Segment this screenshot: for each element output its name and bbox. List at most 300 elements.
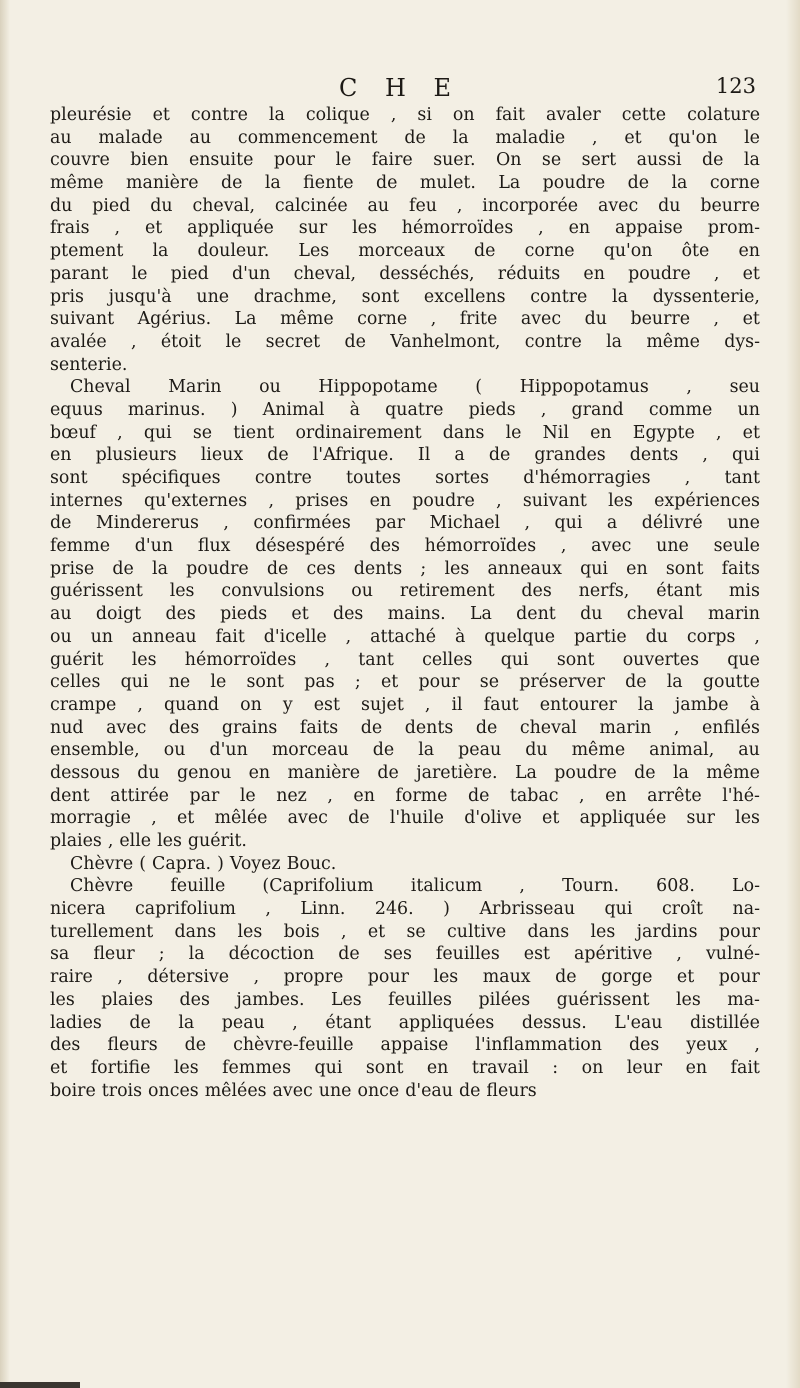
text-word: raire — [50, 967, 93, 988]
text-word: de — [129, 1012, 151, 1033]
text-word: le — [744, 127, 760, 148]
text-word: marinus. — [127, 399, 206, 420]
text-line — [50, 467, 760, 490]
text-word: dessus. — [521, 1012, 587, 1033]
text-word: Les — [330, 989, 362, 1010]
text-word: pour — [718, 967, 760, 988]
text-word: expériences — [654, 490, 760, 511]
text-line — [50, 807, 760, 830]
text-word: ladies — [50, 1012, 102, 1033]
text-line — [50, 717, 760, 740]
text-word: , — [424, 694, 431, 715]
text-word: , — [540, 399, 547, 420]
text-word: , — [519, 876, 525, 897]
text-word: pieds — [468, 399, 516, 420]
text-word: une — [318, 1080, 352, 1101]
text-word: Bouc. — [286, 853, 337, 874]
text-word: des — [628, 1035, 660, 1056]
text-word: calcinée — [274, 195, 348, 216]
text-word: nerfs, — [578, 581, 630, 602]
page-edge-right — [786, 0, 800, 1388]
text-word: quatre — [385, 399, 444, 420]
text-word: ; — [158, 944, 165, 965]
text-word: prom- — [707, 218, 760, 239]
text-word: avec — [597, 195, 639, 216]
text-word: , — [268, 490, 274, 511]
text-word: travail — [471, 1057, 529, 1078]
text-word: pied — [170, 263, 209, 284]
text-word: et — [380, 672, 399, 693]
text-word: une — [656, 536, 689, 557]
text-word: contre — [530, 286, 588, 307]
text-word: appliquées — [398, 1012, 495, 1033]
text-line — [50, 263, 760, 286]
text-word: a — [454, 445, 465, 466]
text-word: la — [452, 127, 469, 148]
text-word: On — [496, 150, 522, 171]
text-word: les — [675, 989, 701, 1010]
text-word: fleurs — [486, 1080, 537, 1101]
text-word: , — [131, 331, 137, 352]
text-word: avec — [591, 536, 632, 557]
text-word: dents — [353, 558, 403, 579]
text-word: ptement — [50, 241, 124, 262]
text-word: hémorroïdes — [401, 218, 514, 239]
text-word: les — [590, 921, 616, 942]
text-word: de — [184, 1035, 207, 1056]
text-word: frite — [459, 309, 498, 330]
text-word: seule — [713, 536, 760, 557]
text-word: plaies — [101, 989, 154, 1010]
text-word: Nil — [542, 422, 569, 443]
text-word: de — [458, 1080, 481, 1101]
text-word: , — [390, 105, 397, 125]
text-word: pilées — [478, 989, 531, 1010]
text-word: corps — [686, 626, 736, 647]
text-word: manière — [287, 762, 361, 783]
text-word: , — [673, 717, 680, 738]
text-word: suivant — [50, 309, 115, 330]
text-word: qu'externes — [144, 490, 248, 511]
text-word: qui — [314, 1057, 343, 1078]
text-word: les — [735, 808, 760, 829]
text-word: jardins — [636, 921, 698, 942]
text-word: contre — [190, 105, 248, 125]
text-word: du — [137, 762, 160, 783]
text-word: marin — [707, 604, 760, 625]
text-word: L'eau — [614, 1012, 663, 1033]
text-word: par — [375, 513, 406, 534]
text-word: de — [344, 331, 366, 352]
text-word: la — [188, 944, 205, 965]
text-word: un — [90, 626, 113, 647]
text-word: anneaux — [487, 558, 562, 579]
text-word: , — [524, 513, 531, 534]
text-word: du — [525, 740, 548, 761]
text-word: vulné- — [705, 944, 760, 965]
text-word: à — [454, 626, 466, 647]
text-word: Arbrisseau — [479, 899, 576, 920]
text-word: Mindererus — [95, 513, 199, 534]
text-word: l'inflammation — [475, 1035, 602, 1056]
text-word: faits — [721, 558, 760, 579]
text-word: du — [658, 195, 681, 216]
text-word: senterie. — [50, 354, 128, 375]
text-word: contre — [254, 468, 312, 488]
text-word: malade — [98, 127, 163, 148]
text-word: qui — [143, 422, 172, 443]
text-word: prises — [295, 490, 349, 511]
text-word: caprifolium — [134, 899, 236, 920]
text-word: mêlée — [214, 808, 268, 829]
text-line — [50, 422, 760, 445]
text-word: Chèvre — [70, 853, 134, 874]
text-line — [50, 286, 760, 309]
text-word: tant — [358, 649, 394, 670]
text-word: des — [369, 536, 400, 557]
page-bottom-mark — [0, 1382, 80, 1388]
text-word: de — [220, 173, 243, 194]
text-line — [50, 172, 760, 195]
text-word: on — [581, 1057, 604, 1078]
text-word: l'Afrique. — [312, 445, 394, 466]
text-word: hémorroïdes — [424, 536, 537, 557]
text-word: incorporée — [482, 195, 579, 216]
text-word: , — [579, 785, 585, 806]
text-word: mis — [728, 581, 760, 602]
text-word: détersive — [147, 967, 230, 988]
text-word: d'un — [209, 740, 248, 761]
text-word: la — [743, 150, 760, 171]
text-word: étant — [656, 581, 703, 602]
text-word: sont — [556, 649, 595, 670]
text-word: , — [253, 967, 260, 988]
text-word: fleurs — [107, 1035, 158, 1056]
text-word: les — [50, 989, 75, 1010]
text-word: des — [168, 717, 200, 738]
text-word: , — [137, 694, 143, 715]
text-word: des — [521, 581, 552, 602]
text-word: contre — [524, 331, 582, 352]
text-word: ces — [306, 558, 336, 579]
text-word: , — [265, 899, 271, 920]
text-word: de — [348, 808, 370, 829]
text-word: Marin — [168, 377, 222, 398]
text-line — [50, 512, 760, 535]
text-word: ( — [475, 377, 483, 398]
text-word: au — [189, 127, 212, 148]
text-word: faut — [483, 694, 519, 715]
text-word: , — [327, 785, 333, 806]
text-word: et — [742, 309, 760, 330]
text-word: dents — [404, 717, 454, 738]
text-word: les — [444, 558, 470, 579]
text-word: fortifie — [90, 1057, 151, 1078]
text-word: guérit — [50, 649, 104, 670]
text-word: les — [608, 490, 633, 511]
text-word: la — [606, 331, 623, 352]
text-word: sont — [361, 286, 400, 307]
text-word: excellens — [423, 286, 506, 307]
body-text — [50, 104, 760, 1102]
text-word: , — [702, 445, 708, 466]
text-word: la — [637, 694, 654, 715]
text-word: le — [335, 150, 352, 171]
text-word: les — [173, 1057, 199, 1078]
text-word: d'icelle — [263, 626, 327, 647]
text-word: poudre — [186, 558, 249, 579]
text-word: pleurésie — [50, 105, 132, 125]
text-word: d'hémorragies — [523, 468, 651, 488]
text-word: cette — [621, 105, 667, 125]
text-word: , — [324, 649, 331, 670]
text-word: once — [357, 1080, 400, 1101]
text-word: colature — [687, 105, 760, 125]
text-word: croît — [661, 899, 704, 920]
text-word: pour — [367, 967, 409, 988]
text-word: la — [152, 558, 168, 579]
text-line — [50, 898, 760, 921]
text-word: et — [176, 808, 195, 829]
text-line — [50, 217, 760, 240]
text-line — [50, 331, 760, 354]
text-word: est — [523, 944, 551, 965]
text-word: aussi — [636, 150, 682, 171]
text-word: , — [754, 626, 760, 647]
text-word: en — [426, 1057, 449, 1078]
text-word: grains — [221, 717, 278, 738]
text-word: sert — [581, 150, 617, 171]
text-word: Les — [298, 241, 330, 262]
text-word: sont — [50, 468, 88, 488]
text-word: nez — [276, 785, 307, 806]
text-word: , — [676, 944, 682, 965]
text-word: attirée — [110, 785, 169, 806]
text-word: dans — [442, 422, 485, 443]
text-word: délivré — [641, 513, 703, 534]
text-word: internes — [50, 490, 123, 511]
text-word: et — [624, 127, 642, 148]
text-word: au — [50, 604, 72, 625]
text-word: ; — [420, 558, 427, 579]
text-word: trois — [101, 1080, 143, 1101]
text-word: ensemble, — [50, 740, 140, 761]
text-word: et — [291, 604, 309, 625]
text-word: celles — [50, 672, 101, 693]
text-line — [50, 1057, 760, 1080]
text-word: peau — [221, 1012, 265, 1033]
text-word: la — [418, 740, 435, 761]
text-word: femmes — [222, 1057, 292, 1078]
text-word: et — [742, 422, 760, 443]
text-word: même — [706, 762, 760, 783]
text-word: , — [107, 831, 114, 851]
text-word: même — [280, 309, 334, 330]
running-head: C H E — [338, 74, 462, 102]
text-word: jaretière. — [416, 762, 498, 783]
text-word: enfilés — [702, 717, 760, 738]
text-word: ou — [259, 377, 281, 398]
text-word: animal, — [649, 740, 715, 761]
text-word: des — [50, 1035, 81, 1056]
text-word: et — [542, 808, 560, 829]
text-word: boire — [50, 1080, 96, 1101]
text-word: Vanhelmont, — [390, 331, 501, 352]
text-word: d'un — [232, 263, 271, 284]
text-word: dys- — [724, 331, 760, 352]
text-line — [50, 739, 760, 762]
text-word: parant — [50, 263, 109, 284]
text-word: l'hé- — [722, 785, 760, 806]
text-word: en — [248, 762, 271, 783]
text-word: qui — [731, 445, 760, 466]
text-word: quand — [164, 694, 220, 715]
text-word: mains. — [387, 604, 446, 625]
text-word: fait — [215, 626, 245, 647]
page-edge-left — [0, 0, 10, 1388]
page-number: 123 — [715, 74, 756, 98]
text-word: pour — [718, 921, 760, 942]
text-word: Agérius. — [137, 309, 212, 330]
text-line — [50, 1012, 760, 1035]
text-word: , — [117, 967, 123, 988]
text-line — [50, 785, 760, 808]
text-word: , — [345, 626, 352, 647]
text-word: cheval — [519, 717, 577, 738]
text-word: se — [406, 921, 426, 942]
text-word: faire — [371, 150, 413, 171]
text-word: colique — [305, 105, 370, 125]
text-line — [50, 649, 760, 672]
text-word: tabac — [509, 785, 559, 806]
text-word: La — [514, 762, 537, 783]
text-word: , — [114, 218, 121, 239]
text-word: feuilles — [435, 944, 500, 965]
text-word: bœuf — [50, 422, 96, 443]
text-line — [50, 603, 760, 626]
text-word: La — [234, 309, 257, 330]
text-word: sortes — [435, 468, 490, 488]
text-word: marin — [599, 717, 652, 738]
text-word: Michael — [429, 513, 501, 534]
text-line — [50, 989, 760, 1012]
text-word: et — [152, 105, 170, 125]
text-word: le — [239, 785, 256, 806]
text-word: en — [605, 785, 627, 806]
text-word: ma- — [727, 989, 760, 1010]
text-word: partie — [573, 626, 627, 647]
text-word: étant — [325, 1012, 372, 1033]
text-word: le — [225, 331, 242, 352]
text-word: Voyez — [229, 853, 281, 874]
text-word: de — [266, 558, 289, 579]
text-word: un — [737, 399, 760, 420]
text-word: y — [282, 694, 293, 715]
text-word: pas — [304, 672, 335, 693]
text-word: propre — [283, 967, 344, 988]
text-word: les — [237, 921, 263, 942]
text-line — [50, 762, 760, 785]
text-word: lieux — [200, 445, 244, 466]
text-word: La — [498, 173, 521, 194]
text-word: morceau — [271, 740, 349, 761]
text-word: étoit — [160, 331, 202, 352]
text-word: Il — [417, 445, 431, 466]
text-word: appliquée — [187, 218, 274, 239]
text-word: morceaux — [358, 241, 445, 262]
text-word: de — [372, 740, 395, 761]
text-word: bien — [130, 150, 169, 171]
text-word: Egypte — [632, 422, 695, 443]
text-word: , — [592, 127, 598, 148]
text-line — [50, 943, 760, 966]
text-word: on — [240, 694, 262, 715]
text-word: couvre — [50, 150, 110, 171]
text-word: dans — [174, 921, 217, 942]
text-word: nud — [50, 717, 84, 738]
text-word: dents — [629, 445, 679, 466]
text-word: pied — [92, 195, 131, 216]
text-word: une — [196, 286, 230, 307]
text-word: ensuite — [188, 150, 254, 171]
text-word: avec — [272, 1080, 313, 1101]
text-word: les — [352, 218, 377, 239]
text-word: spécifiques — [121, 468, 221, 488]
text-word: il — [451, 694, 463, 715]
text-word: de — [360, 717, 383, 738]
text-word: Animal — [262, 399, 325, 420]
text-word: dans — [527, 921, 570, 942]
text-word: dessous — [50, 762, 120, 783]
text-word: à — [349, 399, 360, 420]
text-word: frais — [50, 218, 90, 239]
text-word: qui — [604, 899, 633, 920]
text-word: feu — [409, 195, 437, 216]
text-word: flux — [197, 536, 231, 557]
text-word: des — [165, 604, 196, 625]
text-line — [50, 853, 760, 876]
text-word: de — [634, 762, 656, 783]
text-word: forme — [395, 785, 448, 806]
text-word: corne — [357, 309, 408, 330]
text-word: de — [474, 241, 496, 262]
text-word: bois — [283, 921, 320, 942]
text-word: goutte — [702, 672, 760, 693]
text-word: d'eau — [405, 1080, 453, 1101]
text-word: même — [646, 331, 700, 352]
text-word: d'un — [134, 536, 174, 557]
text-word: morragie — [50, 808, 131, 829]
text-line — [50, 308, 760, 331]
text-word: pour — [273, 150, 315, 171]
text-word: ( — [139, 853, 147, 874]
text-word: de — [467, 785, 490, 806]
text-line — [50, 104, 760, 127]
text-word: anneau — [131, 626, 197, 647]
text-word: de — [475, 717, 498, 738]
text-word: avec — [287, 808, 328, 829]
text-word: les — [157, 831, 182, 851]
text-word: les — [131, 649, 157, 670]
text-word: au — [367, 195, 390, 216]
text-word: toutes — [346, 468, 401, 488]
text-word: poudre — [554, 762, 617, 783]
text-word: , — [117, 422, 123, 443]
text-word: se — [479, 672, 499, 693]
text-word: chèvre-feuille — [233, 1035, 354, 1056]
text-word: on — [452, 105, 475, 125]
text-word: et — [742, 263, 760, 284]
